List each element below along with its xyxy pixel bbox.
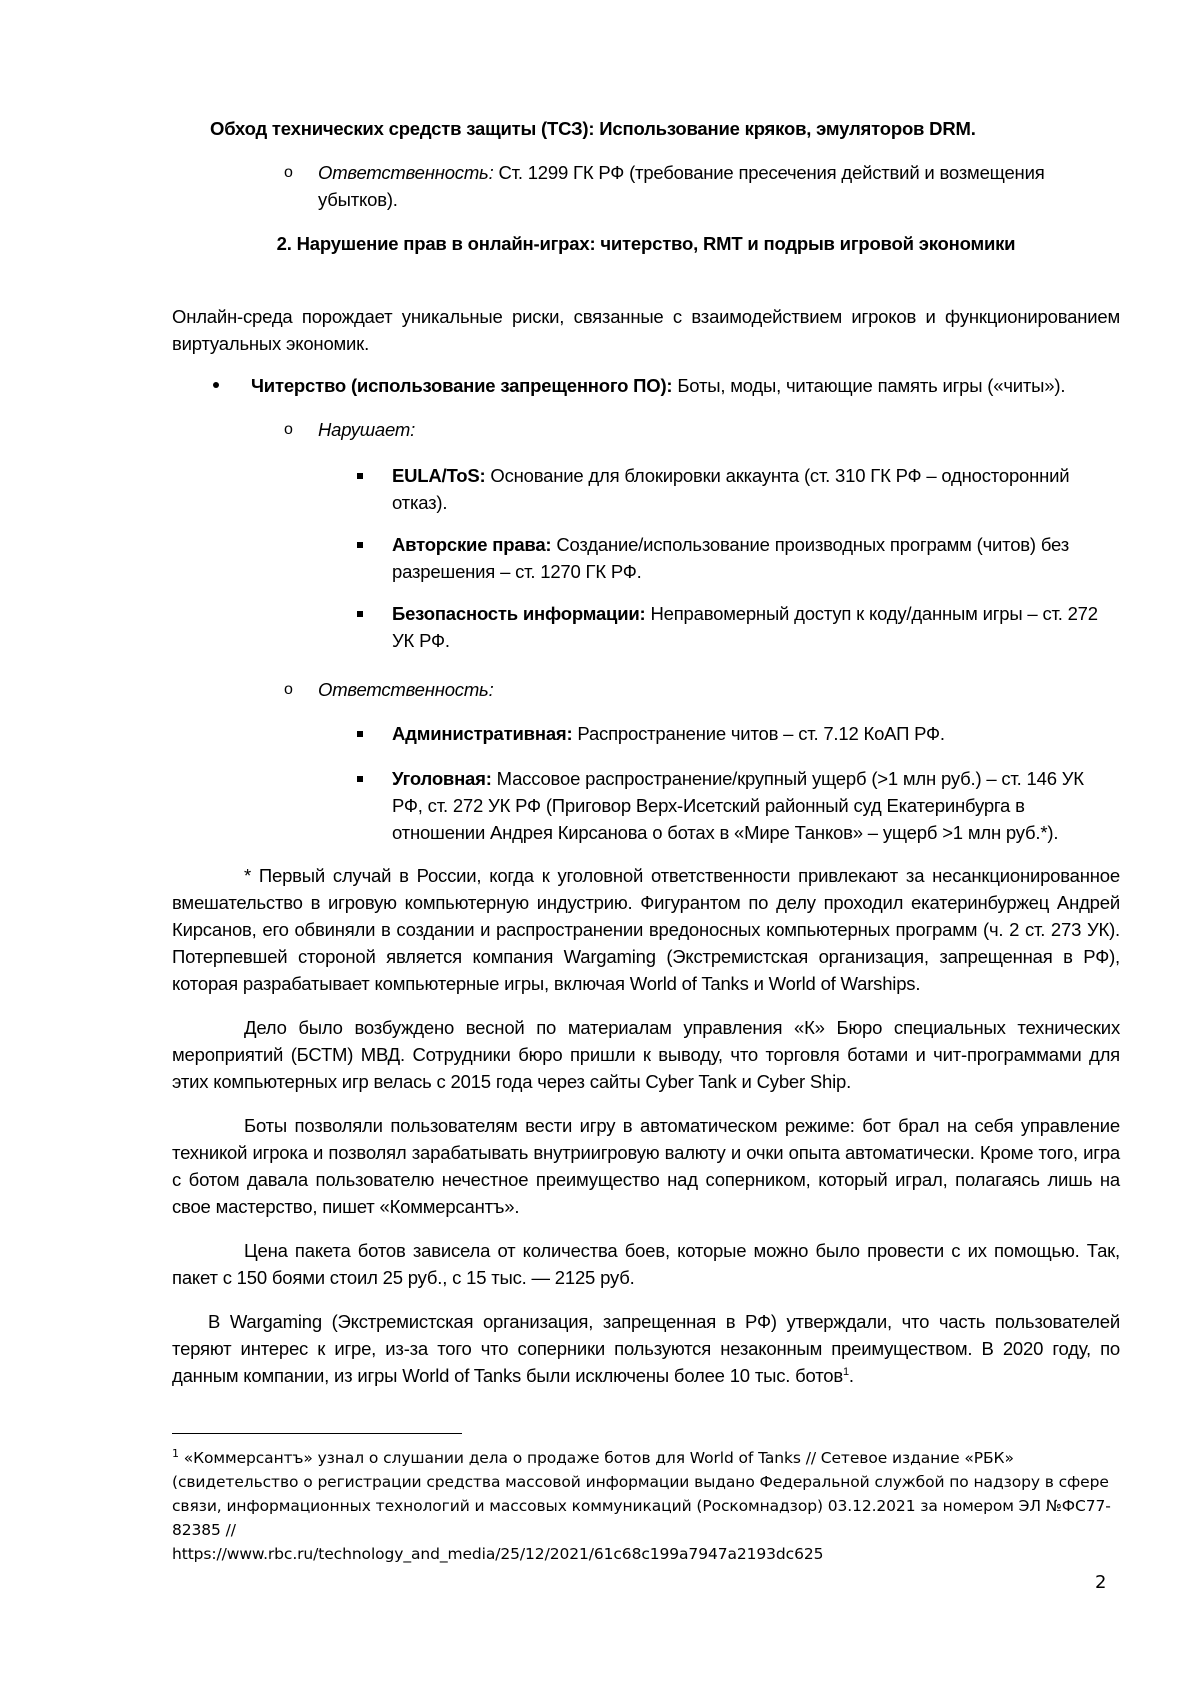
liability-item-label: Административная: <box>392 723 573 744</box>
violates-item-label: Безопасность информации: <box>392 603 646 624</box>
tsz-liability-label: Ответственность: <box>318 162 494 183</box>
tsz-liability-text: Ст. 1299 ГК РФ (требование пресечения действий и возмещения убытков). <box>318 162 1045 210</box>
violates-label: Нарушает: <box>318 419 416 440</box>
circle-bullet-icon: o <box>284 681 293 698</box>
cheating-item <box>251 372 1111 399</box>
last-paragraph-text: В Wargaming (Экстремистская организация, запрещенная в РФ) утверждали, что часть пользователей теряют интерес к игре, из-за того что соперники пользуются незаконным преимуществом. В 2020 году, по данным компании, из игры World of Tanks были исключены более 10 тыс. ботов <box>172 1311 1120 1386</box>
page-number: 2 <box>1095 1572 1107 1593</box>
violates-item-label: Авторские права: <box>392 534 552 555</box>
footnote-url[interactable]: https://www.rbc.ru/technology_and_media/25/12/2021/61c68c199a7947a2193dc625 <box>172 1545 824 1563</box>
body-paragraph: Цена пакета ботов зависела от количества боев, которые можно было провести с их помощью. Так, пакет с 150 боями стоил 25 руб., с 15 тыс. — 2125 руб. <box>172 1240 1120 1288</box>
footnote-ref[interactable]: 1 <box>843 1365 849 1378</box>
last-paragraph <box>172 1308 1120 1389</box>
section-2-heading <box>172 230 1120 257</box>
liability-label: Ответственность: <box>318 679 494 700</box>
footnote <box>172 1446 1122 1566</box>
cheating-label: Читерство (использование запрещенного ПО): <box>251 375 673 396</box>
square-bullet-icon <box>357 473 363 479</box>
liability-list-item <box>392 765 1112 846</box>
liability-list-item <box>392 720 1112 747</box>
violates-item-text: Неправомерный доступ к коду/данным игры – ст. 272 УК РФ. <box>392 603 1098 651</box>
section-heading-tsz-text: Обход технических средств защиты (ТСЗ): Использование кряков, эмуляторов DRM. <box>210 118 976 139</box>
violates-item-label: EULA/ToS: <box>392 465 486 486</box>
violates-item <box>318 416 1018 443</box>
liability-item <box>318 676 1018 703</box>
violates-list-item <box>392 531 1112 585</box>
violates-item-text: Основание для блокировки аккаунта (ст. 310 ГК РФ – односторонний отказ). <box>392 465 1070 513</box>
violates-list-item <box>392 600 1112 654</box>
square-bullet-icon <box>357 731 363 737</box>
footnote-text: «Коммерсантъ» узнал о слушании дела о продаже ботов для World of Tanks // Сетевое издание «РБК» (свидетельство о регистрации средства массовой информации выдано Федеральной службой по надзору в сфере связи, информационных технологий и массовых коммуникаций (Роскомнадзор) 03.12.2021 за номером ЭЛ №ФС77-82385 // <box>172 1449 1111 1539</box>
section-heading-tsz <box>210 115 1130 142</box>
violates-item-text: Создание/использование производных программ (читов) без разрешения – ст. 1270 ГК РФ. <box>392 534 1069 582</box>
cheating-text: Боты, моды, читающие память игры («читы»). <box>672 375 1066 396</box>
body-paragraph: Боты позволяли пользователям вести игру в автоматическом режиме: бот брал на себя управление техникой игрока и позволял зарабатывать внутриигровую валюту и очки опыта автоматически. Кроме того, игра с ботом давала пользователю нечестное преимущество над соперником, который играл, полагаясь лишь на свое мастерство, пишет «Коммерсантъ». <box>172 1115 1120 1217</box>
circle-bullet-icon: o <box>284 164 293 181</box>
liability-item-text: Распространение читов – ст. 7.12 КоАП РФ. <box>572 723 945 744</box>
violates-list-item <box>392 462 1112 516</box>
body-paragraph: Дело было возбуждено весной по материалам управления «К» Бюро специальных технических мероприятий (БСТМ) МВД. Сотрудники бюро пришли к выводу, что торговля ботами и чит-программами для этих компьютерных игр велась с 2015 года через сайты Cyber Tank и Cyber Ship. <box>172 1017 1120 1092</box>
section-2-heading-text: 2. Нарушение прав в онлайн-играх: читерство, RMT и подрыв игровой экономики <box>276 233 1016 254</box>
liability-item-text: Массовое распространение/крупный ущерб (>1 млн руб.) – ст. 146 УК РФ, ст. 272 УК РФ (Приговор Верх-Исетский районный суд Екатеринбурга в отношении Андрея Кирсанова о ботах в «Мире Танков» – ущерб >1 млн руб.*). <box>392 768 1084 843</box>
tsz-liability-item <box>318 159 1078 213</box>
body-paragraph: * Первый случай в России, когда к уголовной ответственности привлекают за несанкционированное вмешательство в игровую компьютерную индустрию. Фигурантом по делу проходил екатеринбуржец Андрей Кирсанов, его обвиняли в создании и распространении вредоносных компьютерных программ (ч. 2 ст. 273 УК). Потерпевшей стороной является компания Wargaming (Экстремистская организация, запрещенная в РФ), которая разрабатывает компьютерные игры, включая World of Tanks и World of Warships. <box>172 865 1120 994</box>
footnote-number: 1 <box>172 1446 179 1460</box>
square-bullet-icon <box>357 776 363 782</box>
circle-bullet-icon: o <box>284 421 293 438</box>
footnote-separator <box>172 1433 462 1434</box>
section-2-intro: Онлайн-среда порождает уникальные риски, связанные с взаимодействием игроков и функционированием виртуальных экономик. <box>172 306 1120 354</box>
bullet-dot-icon <box>213 382 219 388</box>
square-bullet-icon <box>357 542 363 548</box>
square-bullet-icon <box>357 611 363 617</box>
liability-item-label: Уголовная: <box>392 768 492 789</box>
last-paragraph-end: . <box>848 1365 854 1386</box>
